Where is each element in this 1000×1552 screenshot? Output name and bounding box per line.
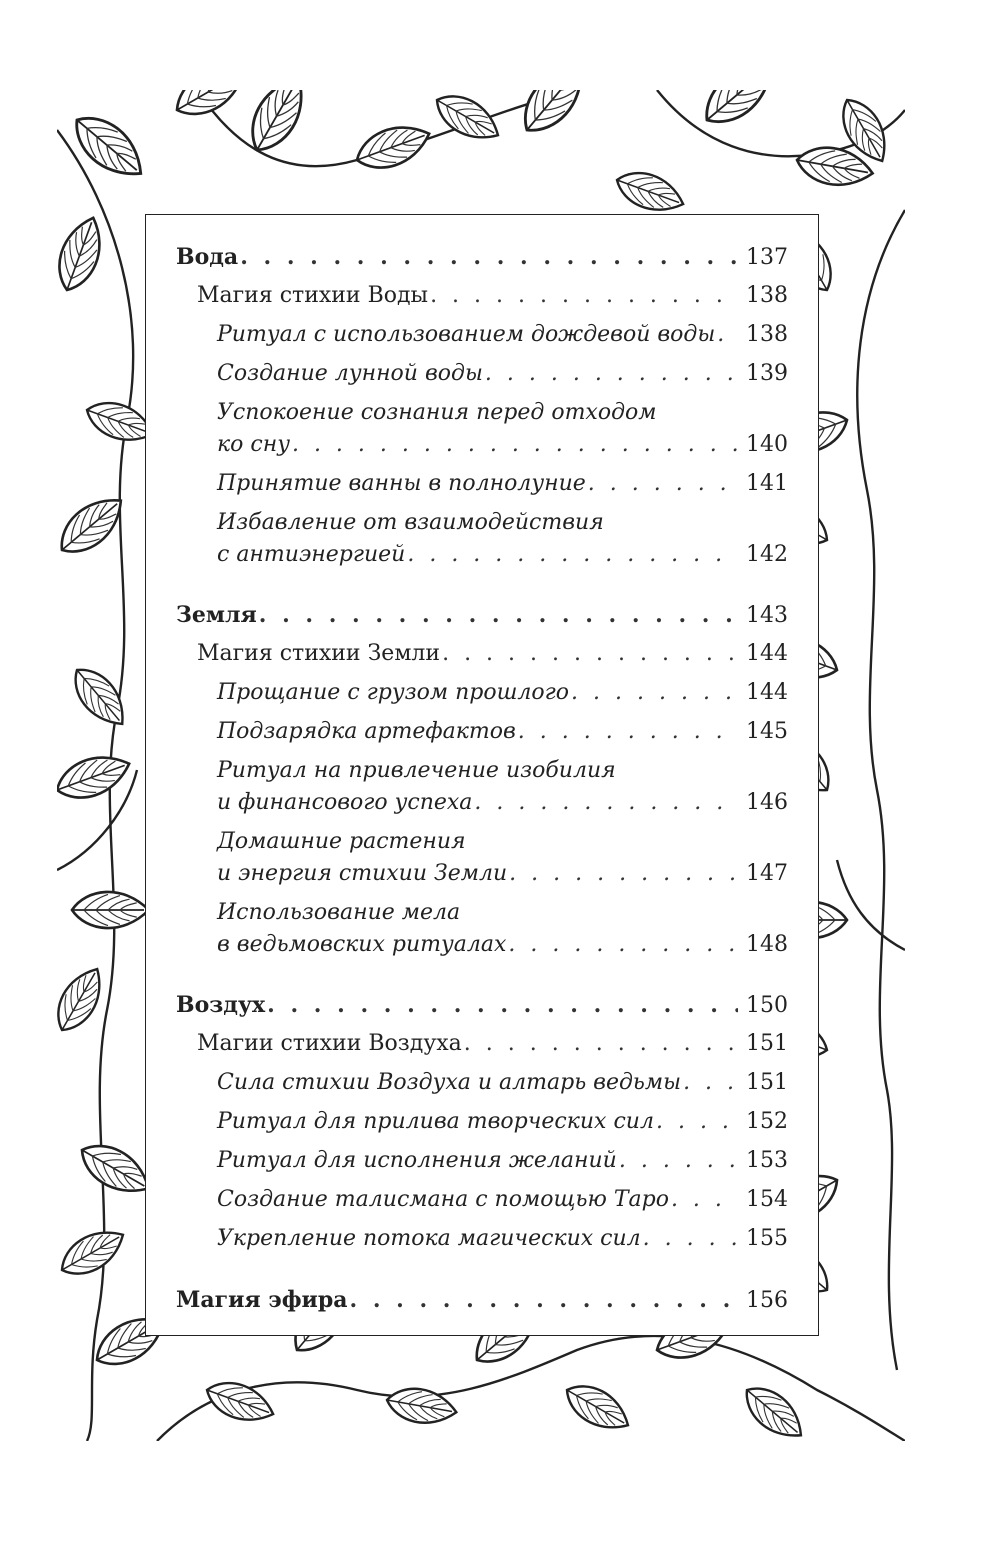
toc-entry-title: Создание талисмана с помощью Таро <box>217 1187 669 1212</box>
toc-entry-title: Принятие ванны в полнолуние <box>217 471 586 496</box>
toc-leader-dots <box>407 540 738 570</box>
toc-leader-dots <box>292 430 738 460</box>
toc-leader-dots <box>509 859 738 889</box>
toc-entry-title-line2: в ведьмовских ритуалах <box>217 932 507 957</box>
toc-leader-dots <box>717 320 738 350</box>
toc-page-number: 142 <box>746 542 788 567</box>
toc-leader-dots <box>643 1224 738 1254</box>
toc-leader-dots <box>683 1068 738 1098</box>
toc-entry-title: Вода <box>176 244 239 270</box>
toc-entry-title: Магия стихии Воды <box>197 283 429 308</box>
toc-entry-title-line1: Домашние растения <box>217 829 466 854</box>
toc-entry-title-line1: Избавление от взаимодействия <box>217 510 604 535</box>
toc-leader-dots <box>240 242 738 272</box>
toc-entry-title-line2: с антиэнергией <box>217 542 406 567</box>
toc-page-number: 144 <box>746 680 788 705</box>
toc-entry-title: Магия стихии Земли <box>197 641 441 666</box>
toc-entry-title-line1: Успокоение сознания перед отходом <box>217 400 657 425</box>
toc-page-number: 155 <box>746 1226 788 1251</box>
toc-leader-dots <box>267 990 738 1020</box>
toc-page-number: 146 <box>746 790 788 815</box>
toc-entry-title-line2: ко сну <box>217 432 290 457</box>
toc-leader-dots <box>350 1285 738 1315</box>
toc-page-number: 147 <box>746 861 788 886</box>
toc-leader-dots <box>619 1146 738 1176</box>
toc-leader-dots <box>430 281 738 311</box>
toc-entry-title: Сила стихии Воздуха и алтарь ведьмы <box>217 1070 682 1095</box>
toc-entry-title: Ритуал с использованием дождевой воды <box>217 322 716 347</box>
toc-page-number: 140 <box>746 432 788 457</box>
toc-page-number: 151 <box>746 1031 788 1056</box>
toc-leader-dots <box>588 469 738 499</box>
toc-entry-title-line2: и финансового успеха <box>217 790 473 815</box>
toc-page-number: 143 <box>746 603 788 628</box>
toc-page-number: 148 <box>746 932 788 957</box>
toc-page-number: 156 <box>746 1288 788 1313</box>
toc-leader-dots <box>442 639 738 669</box>
toc-entry-title: Ритуал для прилива творческих сил <box>217 1109 654 1134</box>
toc-entry-title-line2: и энергия стихии Земли <box>217 861 508 886</box>
toc-entry-title: Укрепление потока магических сил <box>217 1226 641 1251</box>
toc-leader-dots <box>464 1029 738 1059</box>
toc-entry-title: Прощание с грузом прошлого <box>217 680 570 705</box>
toc-page-number: 154 <box>746 1187 788 1212</box>
toc-page-number: 152 <box>746 1109 788 1134</box>
toc-leader-dots <box>518 717 738 747</box>
toc-page-number: 138 <box>746 322 788 347</box>
toc-leader-dots <box>671 1185 738 1215</box>
toc-leader-dots <box>259 600 738 630</box>
toc-entry-title: Воздух <box>176 992 266 1018</box>
toc-entry-title: Подзарядка артефактов <box>217 719 516 744</box>
toc-leader-dots <box>508 930 738 960</box>
toc-leader-dots <box>571 678 738 708</box>
toc-entry-title: Создание лунной воды <box>217 361 483 386</box>
toc-entry-title: Ритуал для исполнения желаний <box>217 1148 617 1173</box>
toc-leader-dots <box>485 359 738 389</box>
toc-page-number: 153 <box>746 1148 788 1173</box>
toc-entry-title: Магия эфира <box>176 1287 348 1313</box>
toc-page-number: 137 <box>746 245 788 270</box>
toc-entry-title: Земля <box>176 602 257 628</box>
toc-leader-dots <box>656 1107 738 1137</box>
toc-page-number: 150 <box>746 993 788 1018</box>
toc-page-number: 145 <box>746 719 788 744</box>
toc-entry-title: Магии стихии Воздуха <box>197 1031 462 1056</box>
toc-page-number: 138 <box>746 283 788 308</box>
toc-page-number: 141 <box>746 471 788 496</box>
toc-page-number: 139 <box>746 361 788 386</box>
table-of-contents <box>145 214 819 1336</box>
toc-leader-dots <box>474 788 738 818</box>
toc-entry-title-line1: Ритуал на привлечение изобилия <box>217 758 616 783</box>
toc-page-number: 144 <box>746 641 788 666</box>
toc-entry-title-line1: Использование мела <box>217 900 461 925</box>
toc-page-number: 151 <box>746 1070 788 1095</box>
